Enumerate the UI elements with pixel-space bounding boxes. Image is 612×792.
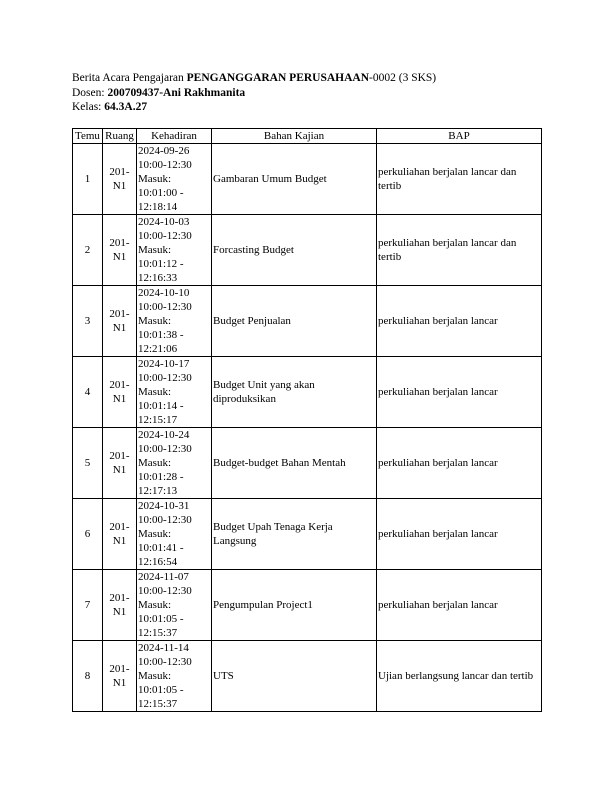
table-row bbox=[73, 641, 542, 712]
cell-ruang bbox=[103, 215, 137, 286]
cell-kehadiran bbox=[137, 570, 212, 641]
column-header-bahan-kajian: Bahan Kajian bbox=[212, 129, 377, 144]
kehadiran-time: 10:00-12:30 bbox=[138, 159, 192, 171]
ruang-text: 201- N1 bbox=[109, 663, 130, 689]
kehadiran-masuk-start: 10:01:38 - bbox=[138, 329, 184, 341]
kehadiran-masuk-label: Masuk: bbox=[138, 457, 171, 469]
kehadiran-masuk-end: 12:21:06 bbox=[138, 343, 178, 355]
column-header-bap: BAP bbox=[377, 129, 542, 144]
kehadiran-masuk-label: Masuk: bbox=[138, 244, 171, 256]
cell-temu: 6 bbox=[73, 499, 103, 570]
kehadiran-time: 10:00-12:30 bbox=[138, 443, 192, 455]
cell-temu: 7 bbox=[73, 570, 103, 641]
cell-ruang bbox=[103, 357, 137, 428]
kehadiran-masuk-start: 10:01:14 - bbox=[138, 400, 184, 412]
kehadiran-time: 10:00-12:30 bbox=[138, 301, 192, 313]
kehadiran-masuk-end: 12:17:13 bbox=[138, 485, 178, 497]
cell-bap: perkuliahan berjalan lancar dan tertib bbox=[377, 215, 542, 286]
kehadiran-date: 2024-09-26 bbox=[138, 145, 190, 157]
table-row bbox=[73, 428, 542, 499]
title-line bbox=[72, 71, 436, 86]
ruang-text: 201- N1 bbox=[109, 166, 130, 192]
table-row bbox=[73, 286, 542, 357]
ruang-text: 201- N1 bbox=[109, 450, 130, 476]
cell-bahan-kajian: Forcasting Budget bbox=[212, 215, 377, 286]
cell-ruang bbox=[103, 641, 137, 712]
cell-kehadiran bbox=[137, 499, 212, 570]
column-header-ruang: Ruang bbox=[103, 129, 137, 144]
column-header-temu: Temu bbox=[73, 129, 103, 144]
cell-bahan-kajian: UTS bbox=[212, 641, 377, 712]
dosen-value: 200709437-Ani Rakhmanita bbox=[107, 86, 246, 99]
cell-bap: perkuliahan berjalan lancar dan tertib bbox=[377, 144, 542, 215]
kehadiran-time: 10:00-12:30 bbox=[138, 514, 192, 526]
ruang-text: 201- N1 bbox=[109, 237, 130, 263]
kehadiran-date: 2024-10-24 bbox=[138, 429, 190, 441]
cell-bahan-kajian: Gambaran Umum Budget bbox=[212, 144, 377, 215]
table-row bbox=[73, 144, 542, 215]
cell-bahan-kajian: Budget Upah Tenaga Kerja Langsung bbox=[212, 499, 377, 570]
ruang-text: 201- N1 bbox=[109, 308, 130, 334]
kehadiran-time: 10:00-12:30 bbox=[138, 372, 192, 384]
cell-bap: perkuliahan berjalan lancar bbox=[377, 428, 542, 499]
column-header-kehadiran: Kehadiran bbox=[137, 129, 212, 144]
cell-ruang bbox=[103, 286, 137, 357]
kehadiran-date: 2024-10-31 bbox=[138, 500, 190, 512]
table-row bbox=[73, 357, 542, 428]
cell-temu: 3 bbox=[73, 286, 103, 357]
kelas-value: 64.3A.27 bbox=[104, 101, 148, 114]
kehadiran-date: 2024-10-03 bbox=[138, 216, 190, 228]
kehadiran-masuk-label: Masuk: bbox=[138, 670, 171, 682]
kehadiran-masuk-label: Masuk: bbox=[138, 173, 171, 185]
cell-temu: 8 bbox=[73, 641, 103, 712]
cell-kehadiran bbox=[137, 215, 212, 286]
kehadiran-masuk-end: 12:16:54 bbox=[138, 556, 178, 568]
kelas-line bbox=[72, 100, 436, 115]
kehadiran-masuk-start: 10:01:05 - bbox=[138, 684, 184, 696]
cell-ruang bbox=[103, 428, 137, 499]
kehadiran-masuk-end: 12:15:17 bbox=[138, 414, 178, 426]
table-row bbox=[73, 215, 542, 286]
cell-bahan-kajian: Budget-budget Bahan Mentah bbox=[212, 428, 377, 499]
ruang-text: 201- N1 bbox=[109, 379, 130, 405]
course-suffix: -0002 (3 SKS) bbox=[369, 72, 437, 84]
kehadiran-masuk-label: Masuk: bbox=[138, 599, 171, 611]
kehadiran-masuk-end: 12:16:33 bbox=[138, 272, 178, 284]
kehadiran-masuk-label: Masuk: bbox=[138, 315, 171, 327]
kehadiran-masuk-start: 10:01:05 - bbox=[138, 613, 184, 625]
kehadiran-masuk-end: 12:15:37 bbox=[138, 627, 178, 639]
cell-temu: 5 bbox=[73, 428, 103, 499]
table-row bbox=[73, 499, 542, 570]
cell-bap: Ujian berlangsung lancar dan tertib bbox=[377, 641, 542, 712]
kehadiran-masuk-label: Masuk: bbox=[138, 528, 171, 540]
kelas-label: Kelas: bbox=[72, 101, 105, 114]
kehadiran-masuk-start: 10:01:41 - bbox=[138, 542, 184, 554]
dosen-label: Dosen: bbox=[72, 86, 108, 99]
kehadiran-masuk-start: 10:01:00 - bbox=[138, 187, 184, 199]
kehadiran-masuk-end: 12:15:37 bbox=[138, 698, 178, 710]
kehadiran-masuk-label: Masuk: bbox=[138, 386, 171, 398]
cell-kehadiran bbox=[137, 286, 212, 357]
ruang-text: 201- N1 bbox=[109, 592, 130, 618]
kehadiran-masuk-end: 12:18:14 bbox=[138, 201, 178, 213]
table-row bbox=[73, 570, 542, 641]
cell-temu: 1 bbox=[73, 144, 103, 215]
title-prefix: Berita Acara Pengajaran bbox=[72, 72, 187, 84]
cell-temu: 4 bbox=[73, 357, 103, 428]
cell-ruang bbox=[103, 499, 137, 570]
cell-kehadiran bbox=[137, 357, 212, 428]
kehadiran-time: 10:00-12:30 bbox=[138, 585, 192, 597]
kehadiran-date: 2024-11-14 bbox=[138, 642, 189, 654]
ruang-text: 201- N1 bbox=[109, 521, 130, 547]
cell-kehadiran bbox=[137, 144, 212, 215]
kehadiran-date: 2024-10-10 bbox=[138, 287, 190, 299]
cell-bap: perkuliahan berjalan lancar bbox=[377, 286, 542, 357]
document-header bbox=[72, 71, 436, 115]
cell-ruang bbox=[103, 144, 137, 215]
table-header-row bbox=[73, 129, 542, 144]
kehadiran-masuk-start: 10:01:12 - bbox=[138, 258, 184, 270]
attendance-table bbox=[72, 128, 542, 712]
kehadiran-time: 10:00-12:30 bbox=[138, 230, 192, 242]
kehadiran-date: 2024-10-17 bbox=[138, 358, 190, 370]
cell-bahan-kajian: Budget Penjualan bbox=[212, 286, 377, 357]
cell-kehadiran bbox=[137, 428, 212, 499]
cell-ruang bbox=[103, 570, 137, 641]
cell-temu: 2 bbox=[73, 215, 103, 286]
course-name: PENGANGGARAN PERUSAHAAN bbox=[186, 72, 370, 84]
kehadiran-masuk-start: 10:01:28 - bbox=[138, 471, 184, 483]
cell-kehadiran bbox=[137, 641, 212, 712]
cell-bap: perkuliahan berjalan lancar bbox=[377, 357, 542, 428]
kehadiran-time: 10:00-12:30 bbox=[138, 656, 192, 668]
dosen-line bbox=[72, 86, 436, 101]
cell-bap: perkuliahan berjalan lancar bbox=[377, 570, 542, 641]
cell-bahan-kajian: Budget Unit yang akan diproduksikan bbox=[212, 357, 377, 428]
cell-bap: perkuliahan berjalan lancar bbox=[377, 499, 542, 570]
cell-bahan-kajian: Pengumpulan Project1 bbox=[212, 570, 377, 641]
kehadiran-date: 2024-11-07 bbox=[138, 571, 189, 583]
